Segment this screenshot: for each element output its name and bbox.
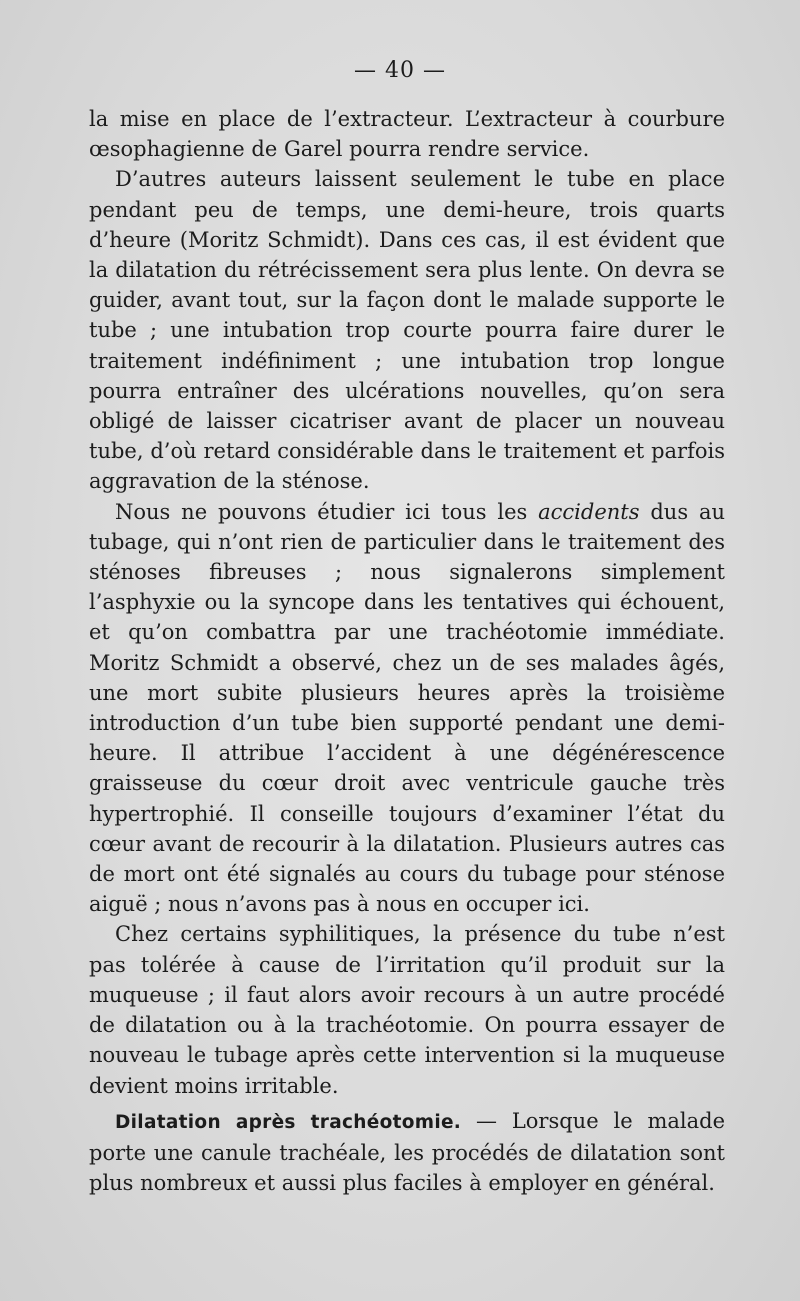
accidents-emphasis: accidents	[538, 499, 640, 524]
section-heading: Dilatation après trachéotomie.	[115, 1112, 462, 1133]
paragraph-syphilitics: Chez certains syphilitiques, la présence du tube n’est pas tolérée à cause de l’irritation qu’il produit sur la muqueuse ; il faut alors avoir recours à un autre procédé de dilatation ou à la trachéotomie. On pourra essayer de nouveau le tubage après cette intervention si la muqueuse devient moins irritable.	[89, 922, 725, 1098]
body-text	[89, 104, 725, 1101]
accidents-text-start: Nous ne pouvons étudier ici tous les	[115, 499, 539, 524]
paragraph-other-authors: D’autres auteurs laissent seulement le tube en place pendant peu de temps, une demi-heure, trois quarts d’heure (Moritz Schmidt). Dans ces cas, il est évident que la dilatation du rétrécissement sera plus lente. On devra se guider, avant tout, sur la façon dont le malade supporte le tube ; une intubation trop courte pourra faire durer le traitement indéfiniment ; une intubation trop longue pourra entraîner des ulcérations nouvelles, qu’on sera obligé de laisser cicatriser avant de placer un nouveau tube, d’où retard considérable dans le traitement et parfois aggravation de la sténose.	[89, 167, 725, 494]
paragraph-accidents	[89, 497, 725, 920]
section-dilatation	[89, 1106, 725, 1199]
section-text: — Lorsque le malade porte une canule trachéale, les procédés de dilatation sont plus nombreux et aussi plus faciles à employer en général.	[89, 1109, 726, 1196]
page-number: — 40 —	[354, 58, 446, 83]
accidents-text-end: dus au tubage, qui n’ont rien de particulier dans le traitement des sténoses fibreuses ; nous signalerons simplement l’asphyxie ou la syncope dans les tentatives qui échouent, et qu’on combattra par une trachéotomie immédiate. Moritz Schmidt a observé, chez un de ses malades âgés, une mort subite plusieurs heures après la troisième introduction d’un tube bien supporté pendant une demi-heure. Il attribue l’accident à une dégénérescence graisseuse du cœur droit avec ventricule gauche très hypertrophié. Il conseille toujours d’examiner l’état du cœur avant de recourir à la dilatation. Plusieurs autres cas de mort ont été signalés au cours du tubage pour sténose aiguë ; nous n’avons pas à nous en occuper ici.	[89, 499, 725, 917]
paragraph-extractor: la mise en place de l’extracteur. L’extracteur à courbure œsophagienne de Garel pourra rendre service.	[89, 107, 725, 162]
